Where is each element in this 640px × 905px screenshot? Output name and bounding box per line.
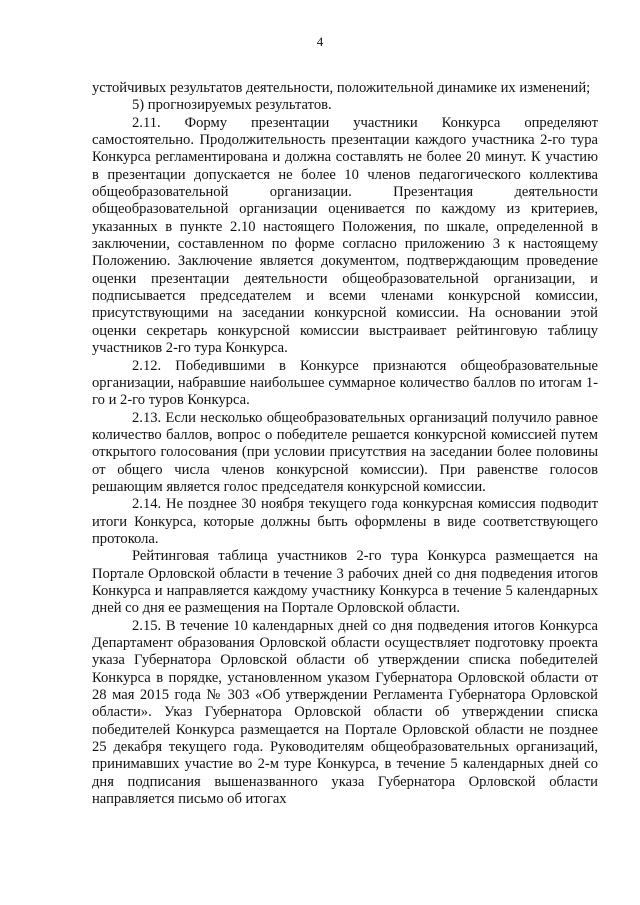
clause-2-12: 2.12. Победившими в Конкурсе признаются общеобразовательные организации, набравшие наибольшее суммарное количество баллов по итогам 1-го и 2-го туров Конкурса. [92,357,598,409]
clause-2-14: 2.14. Не позднее 30 ноября текущего года конкурсная комиссия подводит итоги Конкурса, которые должны быть оформлены в виде соответствующего протокола. [92,496,598,547]
clause-2-15: 2.15. В течение 10 календарных дней со дня подведения итогов Конкурса Департамент образования Орловской области осуществляет подготовку проекта указа Губернатора Орловской области об утверждении списка победителей Конкурса в порядке, установленном указом Губернатора Орловской области от 28 мая 2015 года № 303 «Об утверждении Регламента Губернатора Орловской области». Указ Губернатора Орловской области об утверждении списка победителей Конкурса размещается на Портале Орловской области не позднее 25 декабря текущего года. Руководителям общеобразовательных организаций, принимавших участие во 2-м туре Конкурса, в течение 5 календарных дней со дня подписания вышеназванного указа Губернатора Орловской области направляется письмо об итогах [92,617,598,808]
document-body [92,80,598,808]
clause-2-11: 2.11. Форму презентации участники Конкурса определяют самостоятельно. Продолжительность презентации каждого участника 2-го тура Конкурса регламентирована и должна составлять не более 20 минут. К участию в презентации допускается не более 10 членов педагогического коллектива общеобразовательной организации. Презентация деятельности общеобразовательной организации оценивается по каждому из критериев, указанных в пункте 2.10 настоящего Положения, по шкале, определенной в заключении, составленном по форме согласно приложению 3 к настоящему Положению. Заключение является документом, подтверждающим проведение оценки презентации деятельности общеобразовательной организации, и подписывается председателем и всеми членами конкурсной комиссии, присутствующими на заседании конкурсной комиссии. На основании этой оценки секретарь конкурсной комиссии выстраивает рейтинговую таблицу участников 2-го тура Конкурса. [92,114,598,357]
page-number: 4 [316,34,324,49]
rating-table-paragraph: Рейтинговая таблица участников 2-го тура Конкурса размещается на Портале Орловской области в течение 3 рабочих дней со дня подведения итогов Конкурса и направляется каждому участнику Конкурса в течение 5 календарных дней со дня ее размещения на Портале Орловской области. [92,548,598,617]
list-item-5: 5) прогнозируемых результатов. [132,97,332,114]
paragraph-continuation: устойчивых результатов деятельности, положительной динамике их изменений; [92,80,591,96]
clause-2-13: 2.13. Если несколько общеобразовательных организаций получило равное количество баллов, вопрос о победителе решается конкурсной комиссией путем открытого голосования (при условии присутствия на заседании более половины от общего числа членов конкурсной комиссии). При равенстве голосов решающим является голос председателя конкурсной комиссии. [92,409,598,495]
